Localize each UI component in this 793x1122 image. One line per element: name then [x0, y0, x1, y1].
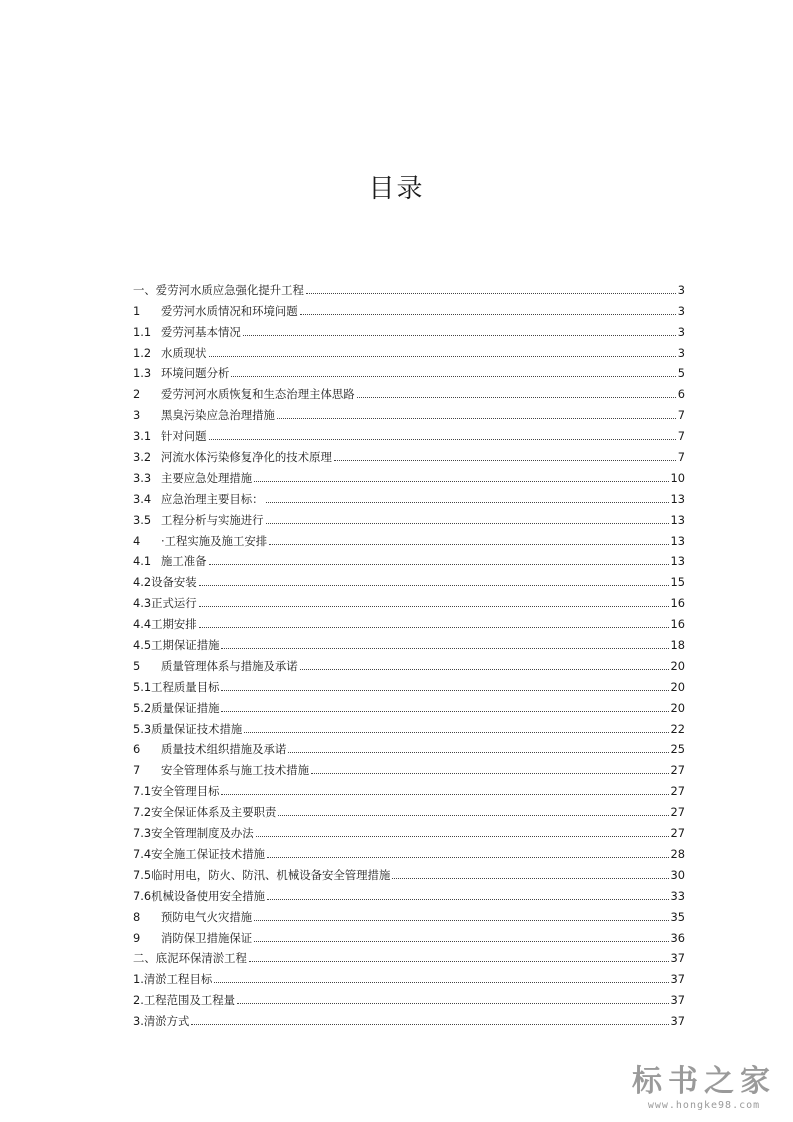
toc-entry-label: 清淤工程目标 [143, 972, 213, 987]
toc-entry-page: 7 [677, 450, 685, 465]
toc-entry-label: 工程范围及工程量 [143, 993, 236, 1008]
toc-entry-label: 机械设备使用安全措施 [151, 888, 266, 903]
toc-leader-dots [254, 481, 668, 482]
toc-entry-page: 16 [670, 596, 685, 611]
toc-entry[interactable] [133, 485, 685, 506]
toc-leader-dots [249, 961, 669, 962]
toc-leader-dots [300, 669, 669, 670]
toc-entry-number: 3.5 [133, 512, 152, 527]
toc-entry-label: 安全管理制度及办法 [151, 826, 254, 841]
toc-entry-page: 6 [677, 387, 685, 402]
toc-entry-number: 1.3 [133, 366, 152, 381]
toc-entry-number: 4.1 [133, 554, 152, 569]
toc-entry[interactable] [133, 297, 685, 318]
toc-entry[interactable] [133, 756, 685, 777]
toc-leader-dots [278, 815, 668, 816]
toc-entry-page: 3 [677, 324, 685, 339]
toc-entry[interactable] [133, 819, 685, 840]
toc-entry[interactable] [133, 318, 685, 339]
toc-leader-dots [221, 794, 668, 795]
toc-entry-number: 7.2 [133, 805, 152, 820]
toc-entry-label: 安全管理目标 [151, 784, 220, 799]
watermark-url: www.hongke98.com [647, 1100, 761, 1111]
toc-entry-page: 18 [670, 638, 685, 653]
toc-entry-number: 9 [133, 930, 141, 945]
toc-leader-dots [191, 1024, 668, 1025]
toc-entry-label: 质量保证措施 [151, 700, 220, 715]
toc-entry-page: 7 [677, 429, 685, 444]
toc-entry-page: 10 [670, 470, 685, 485]
toc-entry[interactable] [133, 736, 685, 757]
toc-entry-number: 3.4 [133, 491, 152, 506]
toc-entry[interactable] [133, 652, 685, 673]
toc-entry-number: 5.1 [133, 679, 152, 694]
toc-entry-label: 施工准备 [161, 554, 207, 569]
toc-entry-number: 二、 [133, 951, 156, 966]
toc-entry[interactable] [133, 527, 685, 548]
toc-entry[interactable] [133, 276, 685, 297]
toc-entry-label: ·工程实施及施工安排 [161, 533, 268, 548]
toc-entry-label: 爱劳河河水质恢复和生态治理主体思路 [161, 387, 355, 402]
toc-entry-number: 2 [133, 387, 141, 402]
toc-entry[interactable] [133, 861, 685, 882]
toc-entry[interactable] [133, 589, 685, 610]
toc-leader-dots [267, 899, 668, 900]
toc-entry[interactable] [133, 715, 685, 736]
toc-leader-dots [357, 397, 676, 398]
toc-leader-dots [209, 439, 676, 440]
toc-entry-label: 爱劳河基本情况 [161, 324, 241, 339]
toc-leader-dots [237, 1003, 668, 1004]
toc-leader-dots [221, 711, 668, 712]
toc-entry-label: 爱劳河水质情况和环境问题 [161, 303, 298, 318]
toc-entry[interactable] [133, 380, 685, 401]
toc-entry-number: 4.4 [133, 617, 152, 632]
toc-entry-page: 13 [670, 512, 685, 527]
toc-entry-label: 临时用电，防火、防汛、机械设备安全管理措施 [151, 867, 391, 882]
toc-leader-dots [311, 773, 668, 774]
toc-entry-label: 工期安排 [151, 617, 197, 632]
toc-leader-dots [266, 523, 669, 524]
toc-entry[interactable] [133, 840, 685, 861]
toc-entry[interactable] [133, 568, 685, 589]
toc-entry-label: 河流水体污染修复净化的技术原理 [161, 450, 332, 465]
toc-entry[interactable] [133, 631, 685, 652]
toc-leader-dots [231, 376, 675, 377]
toc-leader-dots [214, 982, 668, 983]
toc-entry[interactable] [133, 548, 685, 569]
toc-entry-label: 预防电气火灾措施 [161, 909, 253, 924]
toc-entry-page: 33 [670, 888, 685, 903]
toc-entry[interactable] [133, 1007, 685, 1028]
toc-entry[interactable] [133, 882, 685, 903]
toc-entry-page: 7 [677, 408, 685, 423]
toc-entry[interactable] [133, 777, 685, 798]
toc-entry-number: 3.3 [133, 470, 152, 485]
toc-entry-number: 7.1 [133, 784, 152, 799]
toc-leader-dots [392, 878, 668, 879]
toc-leader-dots [334, 460, 676, 461]
toc-entry-page: 37 [670, 972, 685, 987]
toc-entry-number: 1.2 [133, 345, 152, 360]
toc-entry-number: 1. [133, 972, 144, 987]
table-of-contents [133, 276, 685, 1028]
toc-entry-label: 安全管理体系与施工技术措施 [161, 763, 310, 778]
toc-entry-number: 5.2 [133, 700, 152, 715]
toc-leader-dots [221, 690, 668, 691]
toc-leader-dots [277, 418, 676, 419]
toc-entry-label: 工期保证措施 [151, 638, 220, 653]
toc-leader-dots [244, 732, 668, 733]
toc-leader-dots [254, 941, 668, 942]
toc-entry-page: 35 [670, 909, 685, 924]
toc-entry-page: 30 [670, 867, 685, 882]
toc-entry-number: 7 [133, 763, 141, 778]
toc-entry-label: 工程分析与实施进行 [161, 512, 264, 527]
toc-entry[interactable] [133, 506, 685, 527]
toc-entry-label: 安全保证体系及主要职责 [151, 805, 277, 820]
toc-entry-page: 3 [677, 303, 685, 318]
toc-entry[interactable] [133, 339, 685, 360]
toc-entry-number: 1 [133, 303, 141, 318]
toc-entry-page: 13 [670, 491, 685, 506]
toc-entry-page: 27 [670, 763, 685, 778]
toc-leader-dots [254, 920, 668, 921]
toc-entry[interactable] [133, 903, 685, 924]
watermark-name: 标书之家 [632, 1064, 776, 1099]
toc-entry-page: 20 [670, 679, 685, 694]
toc-entry-label: 针对问题 [161, 429, 207, 444]
toc-entry-page: 20 [670, 658, 685, 673]
toc-entry-label: 主要应急处理措施 [161, 470, 253, 485]
toc-entry-label: 爱劳河水质应急强化提升工程 [155, 282, 304, 297]
toc-leader-dots [199, 585, 669, 586]
toc-entry-label: 安全施工保证技术措施 [151, 846, 266, 861]
toc-leader-dots [243, 335, 676, 336]
toc-entry-label: 黑臭污染应急治理措施 [161, 408, 275, 423]
toc-entry-label: 质量技术组织措施及承诺 [161, 742, 287, 757]
toc-entry[interactable] [133, 924, 685, 945]
toc-entry[interactable] [133, 443, 685, 464]
toc-leader-dots [306, 293, 676, 294]
toc-leader-dots [209, 564, 669, 565]
toc-entry-page: 16 [670, 617, 685, 632]
toc-leader-dots [288, 752, 668, 753]
toc-entry-page: 15 [670, 575, 685, 590]
toc-entry-label: 工程质量目标 [151, 679, 220, 694]
toc-entry-page: 25 [670, 742, 685, 757]
toc-entry-page: 3 [677, 282, 685, 297]
toc-entry-number: 7.3 [133, 826, 152, 841]
toc-entry-page: 13 [670, 554, 685, 569]
toc-entry-number: 1.1 [133, 324, 152, 339]
toc-entry-page: 37 [670, 993, 685, 1008]
toc-entry-page: 27 [670, 784, 685, 799]
toc-entry-number: 8 [133, 909, 141, 924]
toc-entry-page: 27 [670, 826, 685, 841]
toc-entry-number: 3. [133, 1014, 144, 1029]
toc-entry-label: 环境问题分析 [161, 366, 230, 381]
toc-entry[interactable] [133, 694, 685, 715]
toc-entry-number: 4.2 [133, 575, 152, 590]
toc-entry-number: 6 [133, 742, 141, 757]
toc-entry-label: 质量保证技术措施 [151, 721, 243, 736]
toc-entry[interactable] [133, 401, 685, 422]
toc-entry-label: 设备安装 [151, 575, 197, 590]
toc-leader-dots [267, 857, 668, 858]
toc-leader-dots [266, 502, 669, 503]
toc-entry-number: 4 [133, 533, 141, 548]
toc-entry-number: 2. [133, 993, 144, 1008]
toc-entry-page: 13 [670, 533, 685, 548]
toc-entry-page: 20 [670, 700, 685, 715]
toc-entry-number: 3.1 [133, 429, 152, 444]
toc-entry-number: 3 [133, 408, 141, 423]
toc-entry-label: 清淤方式 [143, 1014, 190, 1029]
toc-entry-page: 28 [670, 846, 685, 861]
toc-title: 目录 [368, 174, 425, 204]
toc-entry-number: 5 [133, 658, 141, 673]
toc-entry[interactable] [133, 965, 685, 986]
toc-entry-number: 4.5 [133, 638, 152, 653]
toc-entry-number: 5.3 [133, 721, 152, 736]
toc-entry[interactable] [133, 798, 685, 819]
toc-entry[interactable] [133, 360, 685, 381]
toc-entry-label: 应急治理主要目标： [161, 491, 264, 506]
toc-leader-dots [269, 544, 668, 545]
toc-leader-dots [300, 314, 676, 315]
toc-entry[interactable] [133, 945, 685, 966]
toc-leader-dots [209, 356, 676, 357]
toc-entry[interactable] [133, 464, 685, 485]
toc-entry[interactable] [133, 610, 685, 631]
toc-entry-number: 4.3 [133, 596, 152, 611]
toc-entry-label: 消防保卫措施保证 [161, 930, 253, 945]
toc-entry-page: 3 [677, 345, 685, 360]
toc-entry-page: 36 [670, 930, 685, 945]
toc-entry-number: 7.6 [133, 888, 152, 903]
toc-leader-dots [221, 648, 668, 649]
toc-entry-label: 正式运行 [151, 596, 197, 611]
toc-entry[interactable] [133, 986, 685, 1007]
toc-leader-dots [256, 836, 669, 837]
toc-entry[interactable] [133, 422, 685, 443]
toc-entry-number: 7.5 [133, 867, 152, 882]
toc-entry-number: 一、 [133, 282, 156, 297]
toc-entry-page: 22 [670, 721, 685, 736]
toc-entry-page: 5 [677, 366, 685, 381]
toc-entry-page: 37 [670, 951, 685, 966]
toc-entry[interactable] [133, 673, 685, 694]
toc-entry-page: 37 [670, 1014, 685, 1029]
toc-entry-label: 底泥环保清淤工程 [155, 951, 247, 966]
toc-leader-dots [199, 606, 669, 607]
toc-entry-label: 质量管理体系与措施及承诺 [161, 658, 298, 673]
toc-entry-number: 7.4 [133, 846, 152, 861]
toc-leader-dots [199, 627, 669, 628]
toc-entry-label: 水质现状 [161, 345, 207, 360]
toc-entry-number: 3.2 [133, 450, 152, 465]
watermark-logo [629, 1064, 779, 1111]
toc-entry-page: 27 [670, 805, 685, 820]
